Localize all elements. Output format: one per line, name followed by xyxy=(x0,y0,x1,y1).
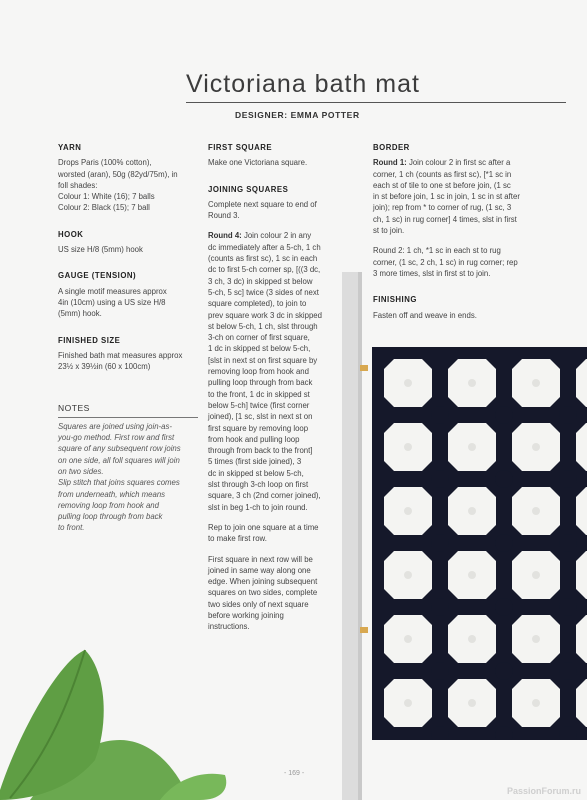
rug-motif-center xyxy=(468,507,476,515)
text-line: 23½ x 39½in (60 x 100cm) xyxy=(58,362,151,372)
text-line: joined in same way along one xyxy=(208,565,311,575)
text-line: square, 3 ch (2nd corner joined), xyxy=(208,491,321,501)
watermark: PassionForum.ru xyxy=(506,786,581,796)
text-line: removing loop from hook and xyxy=(58,500,159,510)
text-line: slst in beg 1-ch to join round. xyxy=(208,502,308,512)
text-line: dc in skipped st below 5-ch, xyxy=(208,468,304,478)
rug-join-knot xyxy=(495,406,513,424)
text-line: slst through 3-ch loop on first xyxy=(208,480,309,490)
text-line: joined), [1 sc, slst in next st on xyxy=(208,412,313,422)
text-line: pulling loop through from back xyxy=(58,512,163,522)
rug-motif-center xyxy=(532,635,540,643)
text-line: Colour 2: Black (15); 7 ball xyxy=(58,203,150,213)
text-line: Complete next square to end of xyxy=(208,199,317,209)
rug-motif-center xyxy=(468,443,476,451)
text-line: Round 2: 1 ch, *1 sc in each st to rug xyxy=(373,246,501,256)
rug-join-knot xyxy=(559,662,577,680)
notes-rule xyxy=(58,417,198,418)
text-line: below 5-ch] twice (first corner xyxy=(208,400,310,410)
ladder-rung xyxy=(360,627,368,633)
rug-motif-center xyxy=(468,571,476,579)
rug-motif-center xyxy=(404,635,412,643)
ladder-image xyxy=(338,272,368,800)
text-line: corner, 1 ch (counts as first sc), [*1 sc in xyxy=(373,169,512,179)
text-line: worsted (aran), 50g (82yd/75m), in xyxy=(58,169,178,179)
joining-heading: JOINING SQUARES xyxy=(208,184,289,194)
rug-motif-center xyxy=(468,635,476,643)
rug-join-knot xyxy=(495,598,513,616)
text-line: st below 5-ch, 1 ch, slst through xyxy=(208,321,318,331)
rug-motif-center xyxy=(532,571,540,579)
text-line: Drops Paris (100% cotton), xyxy=(58,158,152,168)
text-line: on two sides. xyxy=(58,466,104,476)
rug-motif-center xyxy=(404,699,412,707)
text-line: pulling loop through from back xyxy=(208,378,313,388)
rug-join-knot xyxy=(495,534,513,552)
text-line: A single motif measures approx xyxy=(58,286,167,296)
text-line: dc to first 5-ch corner sp, [((3 dc, xyxy=(208,265,321,275)
ladder-rung xyxy=(360,365,368,371)
text-line: 4in (10cm) using a US size H/8 xyxy=(58,297,166,307)
round4-text xyxy=(208,230,354,512)
yarn-heading: YARN xyxy=(58,143,82,152)
notes-heading: NOTES xyxy=(58,403,90,414)
text-line: Squares are joined using join-as- xyxy=(58,421,172,431)
text-span: Join colour 2 in any xyxy=(241,231,312,241)
text-line: squares on two sides, complete xyxy=(208,588,318,598)
first-square-text: Make one Victoriana square. xyxy=(208,158,308,168)
border-heading: BORDER xyxy=(373,143,410,152)
gauge-text xyxy=(58,286,198,320)
text-line: 3-ch on corner of first square, xyxy=(208,333,310,343)
finished-size-heading: FINISHED SIZE xyxy=(58,335,121,345)
text-line: from hook and pulling loop xyxy=(208,434,300,444)
rug-image xyxy=(372,347,587,740)
yarn-text xyxy=(58,157,198,213)
page-number: - 169 - xyxy=(284,770,305,777)
rug-motif-center xyxy=(404,379,412,387)
gauge-heading: GAUGE (TENSION) xyxy=(58,271,137,281)
rug-join-knot xyxy=(431,534,449,552)
title-rule xyxy=(186,102,566,103)
text-line: Finished bath mat measures approx xyxy=(58,350,183,360)
joining-intro xyxy=(208,199,354,222)
rug-join-knot xyxy=(495,470,513,488)
text-line: square of any subsequent row joins xyxy=(58,444,181,454)
column-materials xyxy=(58,142,198,534)
rug-join-knot xyxy=(559,470,577,488)
text-line: on one side, all foll squares will join xyxy=(58,455,180,465)
text-line: square completed), to join to xyxy=(208,299,307,309)
rug-motif-center xyxy=(532,507,540,515)
round4-label: Round 4: xyxy=(208,231,242,241)
designer-credit: DESIGNER: EMMA POTTER xyxy=(235,110,360,120)
text-line: two sides only of next square xyxy=(208,599,309,609)
rug-join-knot xyxy=(559,534,577,552)
text-line: Slip stitch that joins squares comes xyxy=(58,478,180,488)
rug-motif-center xyxy=(404,507,412,515)
rug-motif-center xyxy=(468,699,476,707)
text-line: 3 ch, 3 dc) in skipped st below xyxy=(208,276,313,286)
text-line: removing loop from hook and xyxy=(208,367,309,377)
plant-image xyxy=(0,640,240,800)
round1-text xyxy=(373,157,543,236)
rug-motif-center xyxy=(468,379,476,387)
text-line: First square in next row will be xyxy=(208,554,313,564)
text-line: through from back to the front] xyxy=(208,446,313,456)
text-line: (5mm) hook. xyxy=(58,309,102,319)
rug-motif-center xyxy=(532,379,540,387)
rug-motif-center xyxy=(532,699,540,707)
hook-heading: HOOK xyxy=(58,229,84,239)
ladder-rail-shadow xyxy=(358,272,362,800)
first-square-heading: FIRST SQUARE xyxy=(208,143,273,152)
text-span: Join colour 2 in first sc after a xyxy=(406,158,511,168)
notes-text xyxy=(58,421,198,534)
rug-join-knot xyxy=(431,406,449,424)
text-line: corner, (1 sc, 2 ch, 1 sc) in rug corner; rep xyxy=(373,257,518,267)
rug-motif-center xyxy=(532,443,540,451)
text-line: dc immediately after a 5-ch, 1 ch xyxy=(208,242,321,252)
text-line: prev square work 3 dc in skipped xyxy=(208,310,322,320)
text-line: [slst in next st on first square by xyxy=(208,355,318,365)
text-line: before working joining xyxy=(208,610,284,620)
text-line: edge. When joining subsequent xyxy=(208,577,318,587)
text-line: first square by removing loop xyxy=(208,423,309,433)
text-line: in st before join, 1 sc in join, 1 sc in st after xyxy=(373,192,520,202)
text-line xyxy=(373,157,543,168)
text-line: 3 more times, slst in first st to join. xyxy=(373,268,491,278)
text-line: Round 3. xyxy=(208,211,240,221)
rug-motif-center xyxy=(404,443,412,451)
text-line: join); rep from * to corner of rug, (1 sc, 3 xyxy=(373,203,512,213)
text-line: Colour 1: White (16); 7 balls xyxy=(58,192,155,202)
text-line: 1 dc in skipped st below 5-ch, xyxy=(208,344,311,354)
text-line: ch, 1 sc) in rug corner] 4 times, slst in first xyxy=(373,214,517,224)
text-line xyxy=(208,230,354,241)
rug-join-knot xyxy=(431,598,449,616)
rug-motif-center xyxy=(404,571,412,579)
rug-join-knot xyxy=(559,598,577,616)
round1-label: Round 1: xyxy=(373,158,407,168)
text-line: instructions. xyxy=(208,622,250,632)
next-row-text xyxy=(208,554,354,633)
rug-join-knot xyxy=(495,662,513,680)
column-instructions xyxy=(208,142,354,642)
text-line: (counts as first sc), 1 sc in each xyxy=(208,254,318,264)
text-line: st to join. xyxy=(373,226,405,236)
text-line: 5 times (first side joined), 3 xyxy=(208,457,302,467)
text-line: to the front, 1 dc in skipped st xyxy=(208,389,310,399)
text-line: to front. xyxy=(58,523,85,533)
text-line: from underneath, which means xyxy=(58,489,166,499)
text-line: Rep to join one square at a time xyxy=(208,522,319,532)
rug-join-knot xyxy=(431,662,449,680)
page-title: Victoriana bath mat xyxy=(186,70,420,98)
column-border xyxy=(373,142,543,330)
finishing-text: Fasten off and weave in ends. xyxy=(373,310,477,320)
text-line: 5-ch, 5 sc] twice (3 sides of next xyxy=(208,287,319,297)
finished-size-text xyxy=(58,350,198,373)
text-line: to make first row. xyxy=(208,534,267,544)
round2-text xyxy=(373,245,543,279)
finishing-heading: FINISHING xyxy=(373,295,417,305)
text-line: foll shades: xyxy=(58,180,98,190)
rug-join-knot xyxy=(431,470,449,488)
rug-join-knot xyxy=(559,406,577,424)
hook-text: US size H/8 (5mm) hook xyxy=(58,245,143,255)
text-line: each st of tile to one st before join, (1 sc xyxy=(373,180,511,190)
text-line: you-go method. First row and first xyxy=(58,433,175,443)
rep-text xyxy=(208,522,354,545)
